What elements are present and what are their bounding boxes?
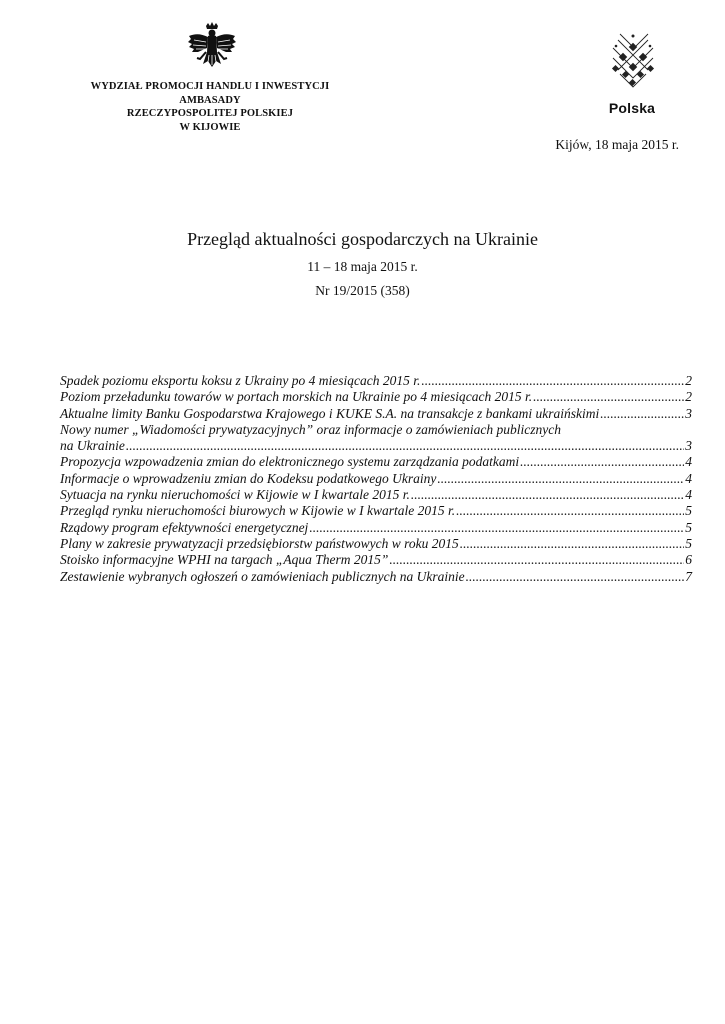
toc-leader	[126, 438, 684, 454]
toc-entry-continuation[interactable]	[60, 438, 692, 454]
toc-entry[interactable]	[60, 454, 692, 470]
toc-entry[interactable]	[60, 503, 692, 519]
toc-entry-title: Sytuacja na rynku nieruchomości w Kijowie w I kwartale 2015 r.	[60, 487, 410, 503]
toc-entry-page: 5	[685, 519, 692, 535]
toc-entry-title: Stoisko informacyjne WPHI na targach „Aqua Therm 2015”	[60, 552, 389, 568]
toc-entry[interactable]	[60, 569, 692, 585]
org-line: W KIJOWIE	[179, 121, 241, 133]
toc-entry[interactable]	[60, 471, 692, 487]
toc-entry[interactable]	[60, 520, 692, 536]
organization-name	[60, 80, 360, 134]
toc-entry-page: 5	[685, 503, 692, 519]
toc-entry-page: 7	[685, 568, 692, 584]
toc-leader	[411, 487, 684, 503]
toc-entry-page: 4	[685, 470, 692, 486]
toc-leader	[460, 536, 685, 552]
org-line: WYDZIAŁ PROMOCJI HANDLU I INWESTYCJI	[90, 81, 330, 92]
toc-leader	[389, 552, 684, 568]
toc-entry-page: 2	[685, 373, 692, 388]
toc-entry-page: 4	[685, 487, 692, 503]
toc-entry[interactable]	[60, 552, 692, 568]
toc-leader	[520, 454, 684, 470]
org-line: RZECZYPOSPOLITEJ POLSKIEJ	[126, 108, 294, 119]
document-date-range: 11 – 18 maja 2015 r.	[307, 259, 418, 274]
toc-entry-page: 6	[685, 552, 692, 568]
toc-entry-title: Nowy numer „Wiadomości prywatyzacyjnych” oraz informacje o zamówieniach publicznych	[60, 421, 561, 437]
toc-entry-title-continuation: na Ukrainie	[60, 438, 125, 454]
toc-entry-page: 2	[685, 389, 692, 405]
toc-entry[interactable]	[60, 422, 692, 438]
toc-entry-title: Poziom przeładunku towarów w portach morskich na Ukrainie po 4 miesiącach 2015 r.	[60, 389, 533, 405]
toc-entry-title: Przegląd rynku nieruchomości biurowych w Kijowie w I kwartale 2015 r.	[60, 503, 456, 519]
toc-entry-page: 5	[685, 535, 692, 551]
toc-entry-title: Zestawienie wybranych ogłoszeń o zamówieniach publicznych na Ukrainie	[60, 568, 465, 584]
toc-entry[interactable]	[60, 373, 692, 389]
document-title: Przegląd aktualności gospodarczych na Ukrainie	[187, 229, 538, 249]
polska-logo-text: Polska	[608, 100, 656, 116]
toc-entry[interactable]	[60, 406, 692, 422]
table-of-contents	[60, 373, 692, 585]
toc-entry-title: Propozycja wzpowadzenia zmian do elektronicznego systemu zarządzania podatkami	[60, 454, 520, 470]
org-line: AMBASADY	[179, 94, 241, 106]
toc-leader	[437, 471, 684, 487]
toc-entry-title: Aktualne limity Banku Gospodarstwa Krajowego i KUKE S.A. na transakcje z bankami ukraińskimi	[60, 405, 600, 421]
place-date: Kijów, 18 maja 2015 r.	[555, 137, 679, 152]
toc-entry-title: Spadek poziomu eksportu koksu z Ukrainy po 4 miesiącach 2015 r.	[60, 373, 421, 388]
toc-leader	[456, 503, 684, 519]
document-issue-number: Nr 19/2015 (358)	[315, 283, 410, 298]
toc-leader	[421, 373, 684, 389]
toc-entry-page: 3	[685, 438, 692, 454]
toc-entry[interactable]	[60, 536, 692, 552]
eagle-emblem-icon	[186, 22, 238, 74]
toc-leader	[466, 569, 685, 585]
toc-entry[interactable]	[60, 487, 692, 503]
toc-leader	[600, 406, 684, 422]
toc-entry-page: 4	[685, 454, 692, 470]
toc-entry[interactable]	[60, 389, 692, 405]
toc-leader	[309, 520, 684, 536]
toc-leader	[533, 389, 684, 405]
toc-entry-title: Rządowy program efektywności energetycznej	[60, 519, 309, 535]
toc-entry-page: 3	[685, 405, 692, 421]
toc-entry-title: Informacje o wprowadzeniu zmian do Kodeksu podatkowego Ukrainy	[60, 470, 437, 486]
toc-entry-title: Plany w zakresie prywatyzacji przedsiębiorstw państwowych w roku 2015	[60, 535, 459, 551]
